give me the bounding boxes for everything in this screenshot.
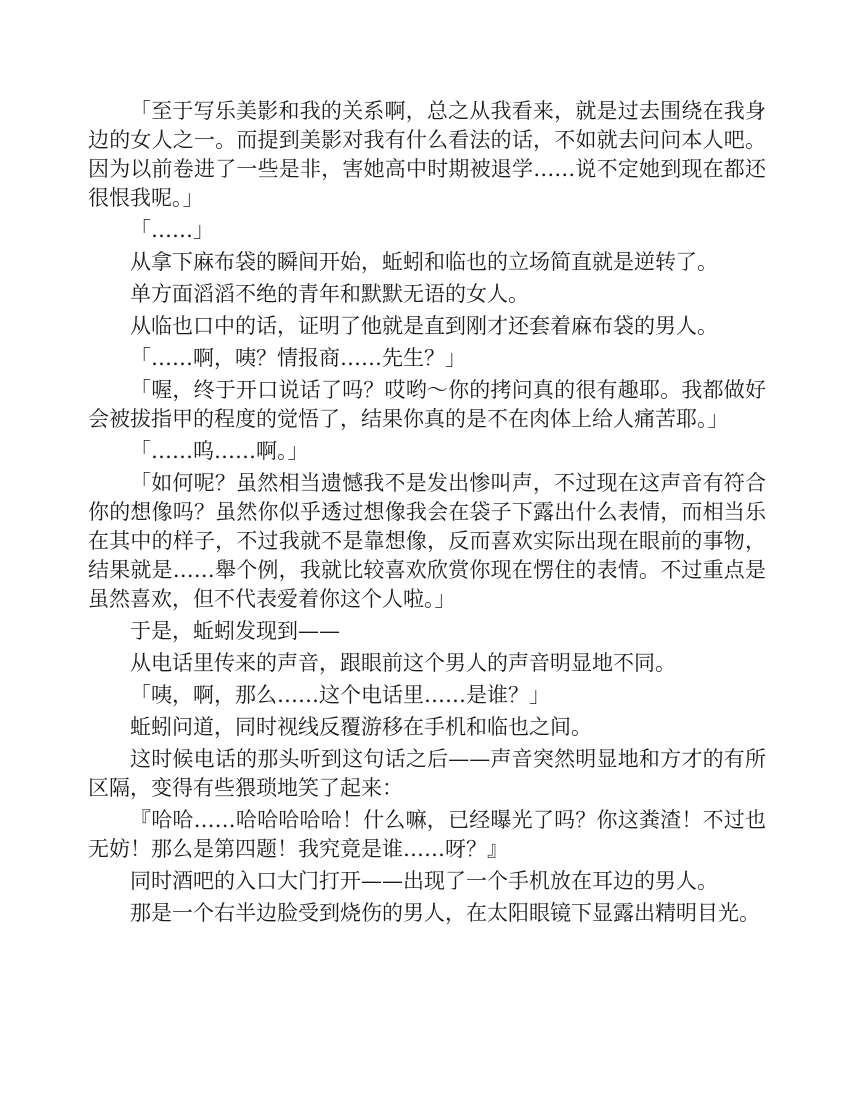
paragraph: 「至于写乐美影和我的关系啊，总之从我看来，就是过去围绕在我身边的女人之一。而提到美影对我有什么看法的话，不如就去问问本人吧。因为以前卷进了一些是非，害她高中时期被退学……说不定她到现在都还很恨我呢。」 [88, 99, 766, 210]
paragraph: 同时酒吧的入口大门打开——出现了一个手机放在耳边的男人。 [130, 869, 718, 893]
paragraph: 从拿下麻布袋的瞬间开始，蚯蚓和临也的立场简直就是逆转了。 [130, 250, 718, 274]
paragraph: 从电话里传来的声音，跟眼前这个男人的声音明显地不同。 [130, 651, 676, 675]
paragraph: 这时候电话的那头听到这句话之后——声音突然明显地和方才的有所区隔，变得有些猥琐地笑了起来： [88, 747, 766, 800]
paragraph: 『哈哈……哈哈哈哈哈！什么嘛，已经曝光了吗？你这粪渣！不过也无妨！那么是第四题！我究竟是谁……呀？』 [88, 808, 766, 861]
paragraph: 那是一个右半边脸受到烧伤的男人，在太阳眼镜下显露出精明目光。 [130, 901, 760, 925]
novel-text-block [88, 97, 766, 931]
paragraph: 「咦，啊，那么……这个电话里……是谁？」 [130, 683, 550, 707]
paragraph: 从临也口中的话，证明了他就是直到刚才还套着麻布袋的男人。 [130, 314, 718, 338]
paragraph: 「……呜……啊。」 [130, 439, 309, 463]
paragraph: 「……」 [130, 218, 214, 242]
paragraph: 于是，蚯蚓发现到—— [130, 619, 340, 643]
paragraph: 「……啊，咦？情报商……先生？」 [130, 346, 466, 370]
paragraph: 蚯蚓问道，同时视线反覆游移在手机和临也之间。 [130, 715, 592, 739]
paragraph: 「喔，终于开口说话了吗？哎哟～你的拷问真的很有趣耶。我都做好会被拔指甲的程度的觉悟了，结果你真的是不在肉体上给人痛苦耶。」 [88, 378, 766, 431]
paragraph: 单方面滔滔不绝的青年和默默无语的女人。 [130, 282, 529, 306]
paragraph: 「如何呢？虽然相当遗憾我不是发出惨叫声，不过现在这声音有符合你的想像吗？虽然你似乎透过想像我会在袋子下露出什么表情，而相当乐在其中的样子，不过我就不是靠想像，反而喜欢实际出现在眼前的事物，结果就是……舉个例，我就比较喜欢欣赏你现在愣住的表情。不过重点是虽然喜欢，但不代表爱着你这个人啦。」 [88, 471, 766, 611]
